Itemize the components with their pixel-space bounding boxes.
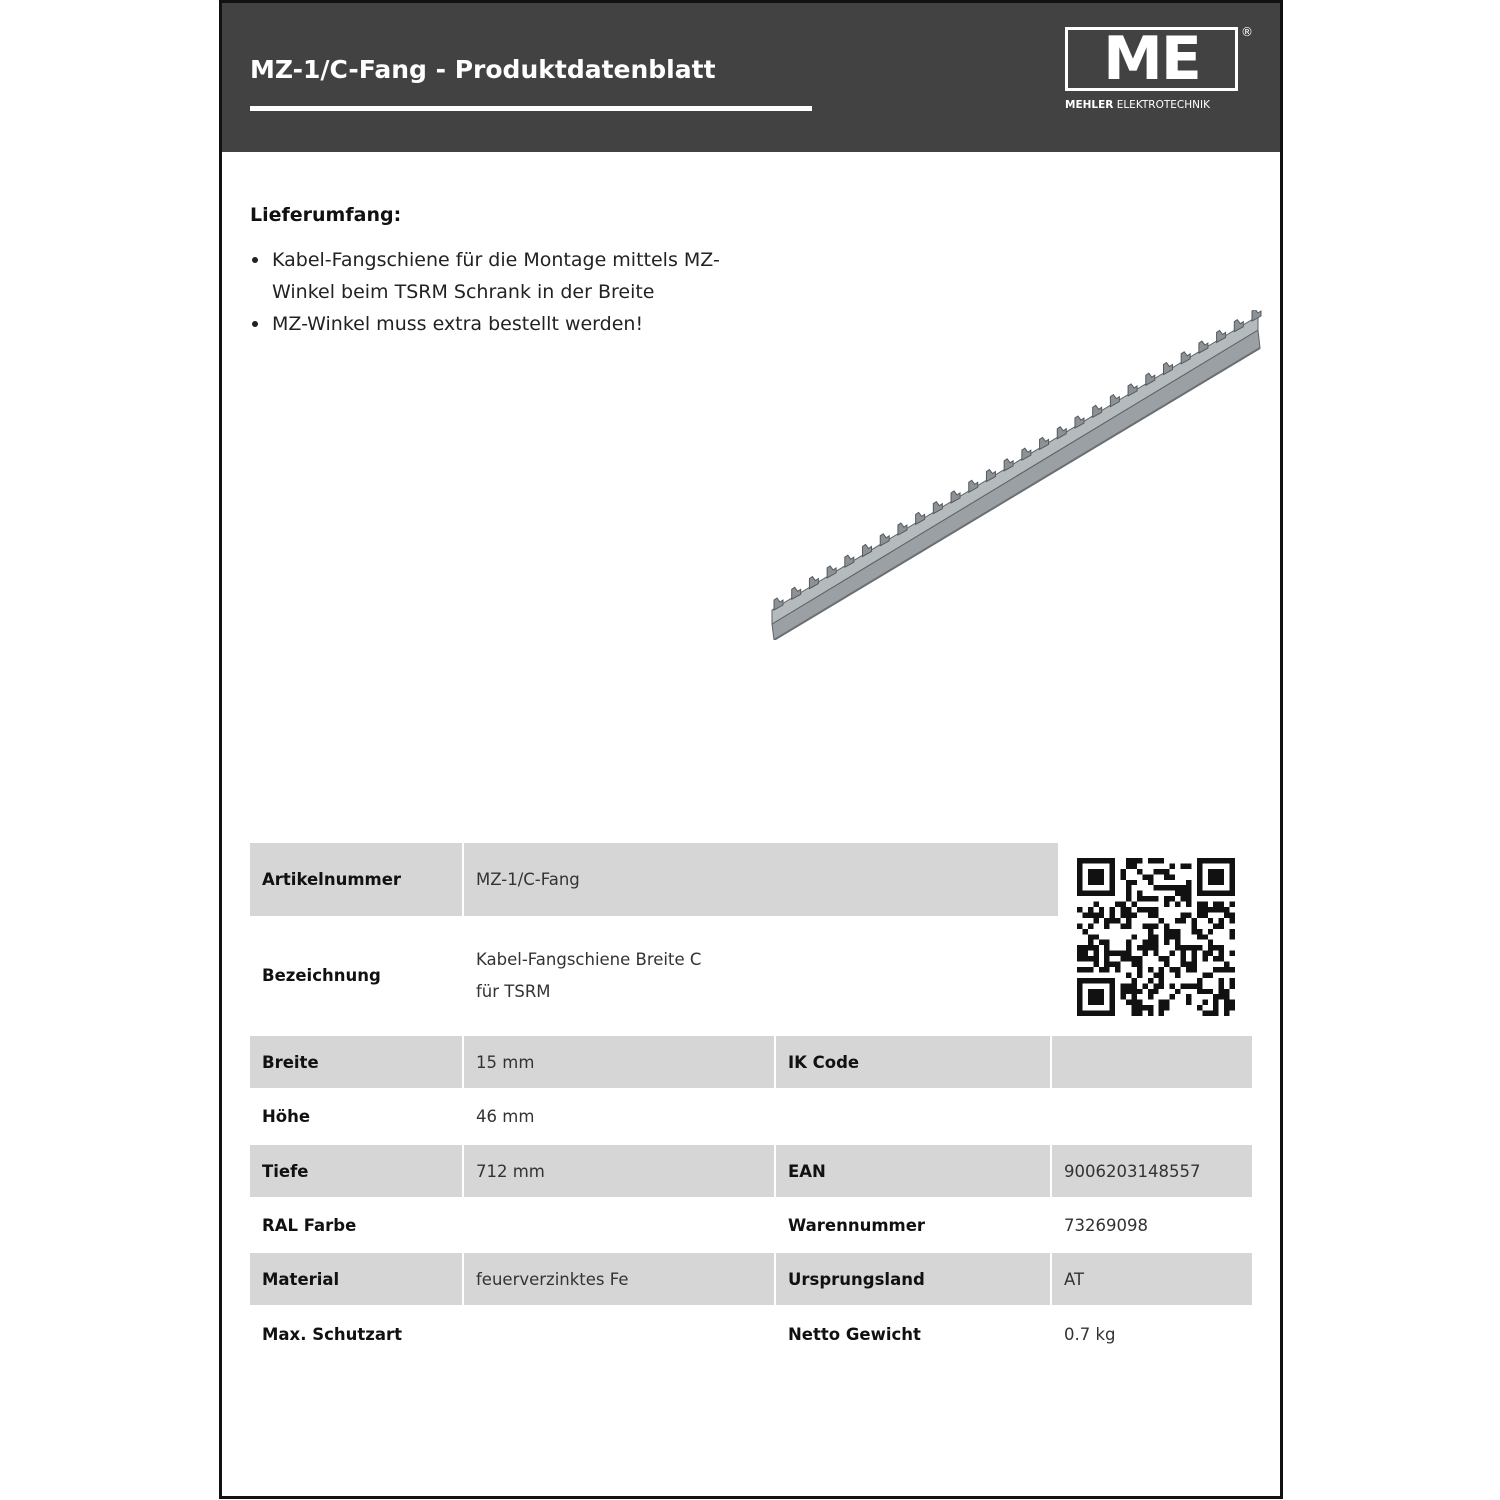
value-bezeichnung bbox=[464, 918, 1058, 1033]
logo-subtitle bbox=[1065, 99, 1240, 111]
value-hoehe: 46 mm bbox=[476, 1106, 535, 1126]
registered-mark: ® bbox=[1241, 25, 1253, 39]
value-warennummer: 73269098 bbox=[1064, 1215, 1148, 1235]
mehler-logo bbox=[1065, 24, 1253, 115]
scope-item: Kabel-Fangschiene für die Montage mittels MZ-Winkel beim TSRM Schrank in der Breite bbox=[250, 244, 750, 308]
title-underline bbox=[250, 106, 812, 111]
value-max-schutzart bbox=[464, 1308, 774, 1360]
label-warennummer: Warennummer bbox=[788, 1215, 926, 1235]
label-ean: EAN bbox=[776, 1145, 1050, 1197]
value-artikelnummer: MZ-1/C-Fang bbox=[464, 843, 1058, 916]
scope-heading: Lieferumfang: bbox=[250, 204, 402, 226]
row-max-schutzart bbox=[250, 1308, 1252, 1360]
row-breite bbox=[250, 1036, 1252, 1088]
label-artikelnummer: Artikelnummer bbox=[250, 843, 462, 916]
value-material: feuerverzinktes Fe bbox=[464, 1253, 774, 1305]
scope-item: MZ-Winkel muss extra bestellt werden! bbox=[250, 308, 750, 340]
row-ral-farbe bbox=[250, 1199, 1252, 1251]
logo-mark: ME bbox=[1065, 27, 1238, 91]
value-ursprungsland: AT bbox=[1052, 1253, 1252, 1305]
header-bar bbox=[222, 0, 1280, 152]
logo-division: ELEKTROTECHNIK bbox=[1116, 99, 1210, 111]
logo-brand: MEHLER bbox=[1065, 99, 1114, 111]
value-ik-code bbox=[1052, 1036, 1252, 1088]
bezeichnung-line-1: Kabel-Fangschiene Breite C bbox=[476, 949, 702, 969]
label-ik-code: IK Code bbox=[776, 1036, 1050, 1088]
value-breite: 15 mm bbox=[464, 1036, 774, 1088]
label-bezeichnung: Bezeichnung bbox=[262, 966, 381, 985]
value-tiefe: 712 mm bbox=[464, 1145, 774, 1197]
row-bezeichnung bbox=[250, 918, 1252, 1033]
page-title: MZ-1/C-Fang - Produktdatenblatt bbox=[250, 55, 716, 84]
row-hoehe bbox=[250, 1090, 1252, 1142]
value-ral-farbe bbox=[464, 1199, 774, 1251]
product-image-cable-rail bbox=[770, 310, 1270, 640]
row-artikelnummer bbox=[250, 843, 1252, 916]
label-breite: Breite bbox=[250, 1036, 462, 1088]
label-max-schutzart: Max. Schutzart bbox=[262, 1324, 403, 1344]
value-netto-gewicht: 0.7 kg bbox=[1064, 1324, 1116, 1344]
scope-list bbox=[250, 244, 750, 340]
label-ral-farbe: RAL Farbe bbox=[262, 1215, 357, 1235]
label-tiefe: Tiefe bbox=[250, 1145, 462, 1197]
label-ursprungsland: Ursprungsland bbox=[776, 1253, 1050, 1305]
value-ean: 9006203148557 bbox=[1052, 1145, 1252, 1197]
datasheet-page bbox=[219, 0, 1283, 1499]
bezeichnung-line-2: für TSRM bbox=[476, 981, 551, 1001]
label-hoehe: Höhe bbox=[262, 1106, 311, 1126]
row-material bbox=[250, 1253, 1252, 1305]
row-tiefe bbox=[250, 1145, 1252, 1197]
label-netto-gewicht: Netto Gewicht bbox=[788, 1324, 921, 1344]
label-material: Material bbox=[250, 1253, 462, 1305]
